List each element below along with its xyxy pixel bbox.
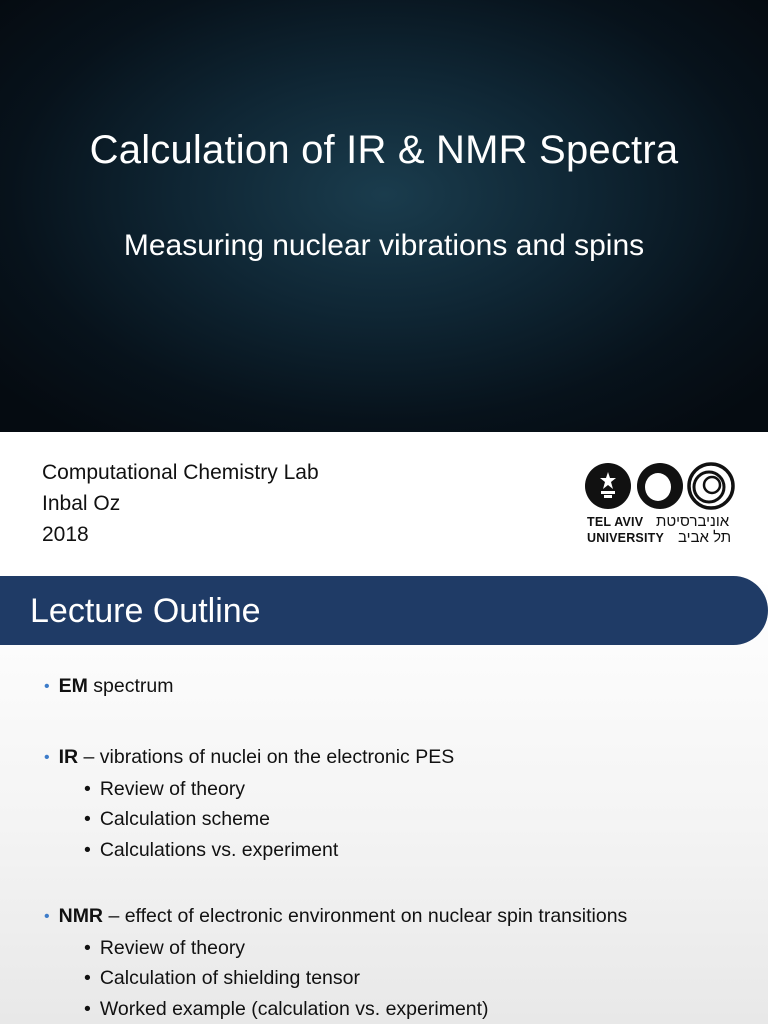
sub-bullet-icon: •: [84, 937, 91, 959]
sub-bullet-icon: •: [84, 839, 91, 861]
outline-title: Lecture Outline: [30, 592, 261, 630]
bullet-icon: •: [44, 749, 50, 766]
outline-subitem: • Calculation of shielding tensor: [84, 967, 360, 989]
sub-bullet-icon: •: [84, 998, 91, 1020]
sub-bullet-icon: •: [84, 808, 91, 830]
outline-subitem: • Review of theory: [84, 937, 246, 959]
logo-hebrew-line1: אוניברסיטת: [656, 513, 730, 530]
logo-english-line1: TEL AVIV: [587, 515, 644, 529]
sub-bullet-icon: •: [84, 967, 91, 989]
outline-subitem: • Calculations vs. experiment: [84, 839, 339, 861]
slide-subtitle: Measuring nuclear vibrations and spins: [123, 229, 645, 262]
credit-year: 2018: [42, 523, 89, 546]
sub-bullet-icon: •: [84, 778, 91, 800]
credit-lab: Computational Chemistry Lab: [42, 461, 319, 484]
outline-item-nmr: • NMR – effect of electronic environment on nuclear spin transitions: [44, 905, 628, 927]
outline-subitem: • Review of theory: [84, 778, 246, 800]
outline-subitem: • Worked example (calculation vs. experiment): [84, 998, 489, 1020]
logo-english-line2: UNIVERSITY: [587, 531, 665, 545]
bullet-icon: •: [44, 908, 50, 925]
bullet-icon: •: [44, 678, 50, 695]
outline-item-ir: • IR – vibrations of nuclei on the electronic PES: [44, 746, 455, 768]
logo-hebrew-line2: תל אביב: [678, 529, 732, 546]
outline-header-bar: [0, 576, 768, 645]
credit-author: Inbal Oz: [42, 492, 121, 515]
outline-item-em: • EM spectrum: [44, 675, 174, 697]
outline-subitem: • Calculation scheme: [84, 808, 270, 830]
title-slide: [0, 0, 768, 432]
slide-title: Calculation of IR & NMR Spectra: [89, 128, 679, 172]
